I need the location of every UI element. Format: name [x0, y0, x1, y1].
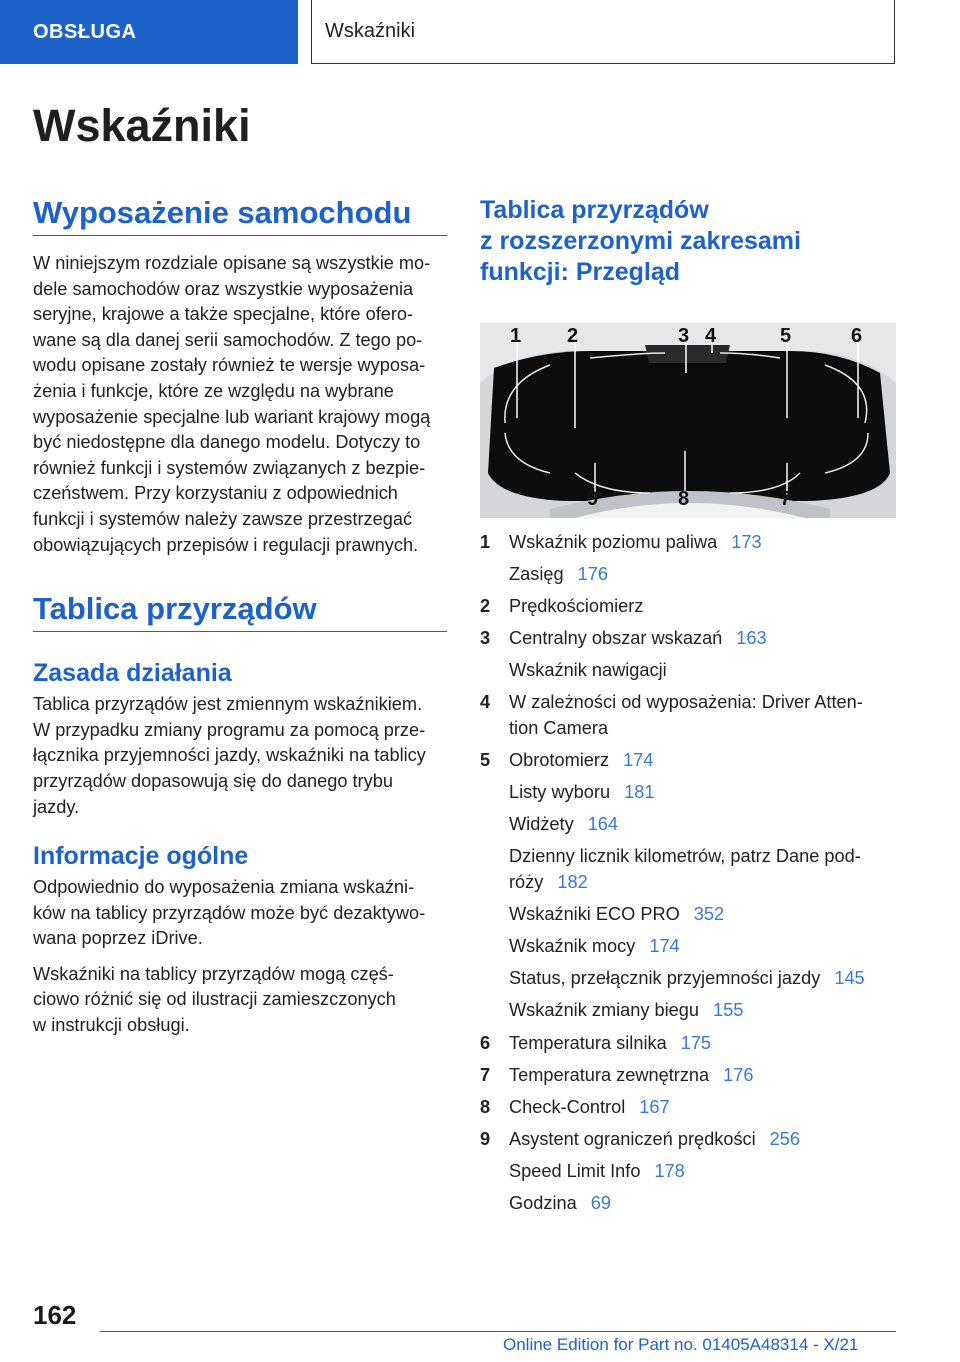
page-number: 162: [33, 1300, 77, 1330]
legend-item: [480, 530, 896, 556]
legend-text: Wskaźnik nawigacji: [509, 660, 667, 681]
legend-number: 5: [480, 750, 491, 771]
heading-general-info: Informacje ogólne: [33, 842, 249, 871]
callout-4: 4: [705, 325, 717, 347]
legend-text: Wskaźnik zmiany biegu 155: [509, 1000, 744, 1021]
page-reference-link[interactable]: 164: [587, 814, 619, 835]
legend-text: Listy wyboru 181: [509, 782, 655, 803]
callout-6: 6: [851, 325, 863, 347]
edition-info: Online Edition for Part no. 01405A48314 - X/21: [503, 1335, 859, 1354]
legend-item: [480, 844, 896, 895]
legend-item: [480, 934, 896, 960]
legend-number: [480, 966, 509, 992]
legend-number: [480, 1191, 509, 1217]
legend-number: [480, 1159, 509, 1185]
legend-item: [480, 966, 896, 992]
footer-divider: [100, 1331, 896, 1332]
page-reference-link[interactable]: 173: [731, 532, 762, 552]
legend-item: [480, 1127, 896, 1153]
paragraph-general-1: Odpowiednio do wyposażenia zmiana wskaźni- ków na tablicy przyrządów może być dezaktywo- wana poprzez iDrive.: [33, 877, 426, 949]
paragraph-equipment: W niniejszym rozdziale opisane są wszystkie mo- dele samochodów oraz wszystkie wyposażenia seryjne, krajowe a także specjalne, które ofero- wane są dla danej serii samochodów. Z tego po- wodu opisane zostały również te wersje wyposa- żenia i funkcje, które ze względu na wybrane wyposażenie specjalne lub wariant krajowy mogą być niedostępne dla danego modelu. Dotyczy to również funkcji i systemów związanych z bezpie- czeństwem. Przy korzystaniu z odpowiednich funkcji i systemów należy zawsze przestrzegać obowiązujących przepisów i regulacji prawnych.: [33, 253, 431, 555]
callout-3: 3: [678, 325, 690, 347]
page-reference-link[interactable]: 174: [623, 750, 654, 771]
page-reference-link[interactable]: 178: [654, 1160, 685, 1181]
legend-number: [480, 998, 509, 1024]
legend-number: 3: [480, 628, 491, 649]
legend-item: [480, 1191, 896, 1217]
left-column: [33, 195, 447, 1039]
legend-item: [480, 1031, 896, 1057]
page-reference-link[interactable]: 181: [624, 782, 655, 803]
page-reference-link[interactable]: 176: [723, 1064, 754, 1085]
legend-number: [480, 934, 509, 960]
page-reference-link[interactable]: 176: [577, 564, 608, 585]
legend-text: Centralny obszar wskazań 163: [509, 628, 767, 649]
legend-item: [480, 658, 896, 684]
legend-text: Prędkościomierz: [509, 596, 644, 617]
page-reference-link[interactable]: 352: [693, 904, 725, 925]
legend-number: [480, 780, 509, 806]
instrument-cluster-illustration: [480, 323, 896, 518]
legend-text: Asystent ograniczeń prędkości 256: [509, 1128, 801, 1149]
legend-text: Wskaźniki ECO PRO 352: [509, 904, 725, 925]
legend-text: Dzienny licznik kilometrów, patrz Dane pod- róży 182: [509, 846, 861, 893]
page-reference-link[interactable]: 163: [736, 628, 767, 649]
legend-number: 4: [480, 692, 491, 713]
legend-item: [480, 562, 896, 588]
legend-number: 2: [480, 596, 491, 617]
heading-instrument-cluster: Tablica przyrządów: [33, 591, 447, 632]
page-reference-link[interactable]: 69: [590, 1192, 611, 1213]
legend-text: Speed Limit Info 178: [509, 1160, 685, 1181]
legend-item: [480, 1159, 896, 1185]
legend-number: [480, 844, 509, 895]
legend-item: [480, 1095, 896, 1121]
legend-item: [480, 626, 896, 652]
legend-number: [480, 812, 509, 838]
legend-text: Widżety 164: [509, 814, 619, 835]
legend-number: 9: [480, 1128, 491, 1149]
legend-number: 1: [480, 532, 491, 552]
legend-text: Zasięg 176: [509, 564, 608, 585]
legend-item: [480, 902, 896, 928]
section-tab[interactable]: OBSŁUGA: [0, 0, 298, 64]
page-reference-link[interactable]: 167: [639, 1096, 670, 1117]
paragraph-general-2: Wskaźniki na tablicy przyrządów mogą częś- ciowo różnić się od ilustracji zamieszczonych w instrukcji obsługi.: [33, 963, 396, 1036]
legend-text: Temperatura zewnętrzna 176: [509, 1064, 754, 1085]
header-tabs: [0, 0, 960, 66]
callout-9: 9: [587, 488, 599, 510]
legend-number: 6: [480, 1032, 491, 1053]
page-reference-link[interactable]: 175: [680, 1032, 712, 1053]
legend-item: [480, 1063, 896, 1089]
legend-item: [480, 594, 896, 620]
legend-number: [480, 902, 509, 928]
legend-text: Wskaźnik poziomu paliwa 173: [509, 532, 762, 552]
heading-equipment: Wyposażenie samochodu: [33, 195, 447, 236]
page-reference-link[interactable]: 145: [834, 968, 865, 989]
legend-number: [480, 562, 509, 588]
legend-item: [480, 780, 896, 806]
callout-2: 2: [567, 325, 579, 347]
legend-text: Temperatura silnika 175: [509, 1032, 712, 1053]
legend-text: Obrotomierz 174: [509, 750, 654, 771]
legend-number: 8: [480, 1096, 491, 1117]
page-reference-link[interactable]: 182: [557, 872, 588, 893]
page-reference-link[interactable]: 256: [769, 1128, 801, 1149]
legend-text: Wskaźnik mocy 174: [509, 936, 680, 957]
callout-8: 8: [678, 488, 690, 510]
figure-legend: [480, 530, 896, 1223]
page-reference-link[interactable]: 174: [649, 936, 680, 957]
legend-item: [480, 690, 896, 741]
callout-5: 5: [780, 325, 792, 347]
legend-text: Status, przełącznik przyjemności jazdy 145: [509, 968, 865, 989]
topic-tab[interactable]: Wskaźniki: [311, 0, 895, 64]
heading-overview: Tablica przyrządów z rozszerzonymi zakresami funkcji: Przegląd: [480, 196, 801, 286]
instrument-cluster-figure: [480, 323, 896, 518]
legend-text: W zależności od wyposażenia: Driver Atten- tion Camera: [509, 692, 863, 739]
legend-item: [480, 812, 896, 838]
heading-principle: Zasada działania: [33, 659, 232, 688]
page-title: Wskaźniki: [33, 100, 251, 151]
callout-7: 7: [780, 488, 792, 510]
page-reference-link[interactable]: 155: [713, 1000, 744, 1021]
legend-item: [480, 998, 896, 1024]
legend-text: Check-Control 167: [509, 1096, 670, 1117]
right-column: [480, 195, 896, 288]
legend-text: Godzina 69: [509, 1192, 611, 1213]
legend-number: [480, 658, 509, 684]
callout-1: 1: [510, 325, 522, 347]
paragraph-principle: Tablica przyrządów jest zmiennym wskaźnikiem. W przypadku zmiany programu za pomocą prze- łącznika przyjemności jazdy, wskaźniki na tablicy przyrządów dopasowują się do danego trybu jazdy.: [33, 694, 426, 817]
legend-item: [480, 748, 896, 774]
legend-number: 7: [480, 1064, 491, 1085]
